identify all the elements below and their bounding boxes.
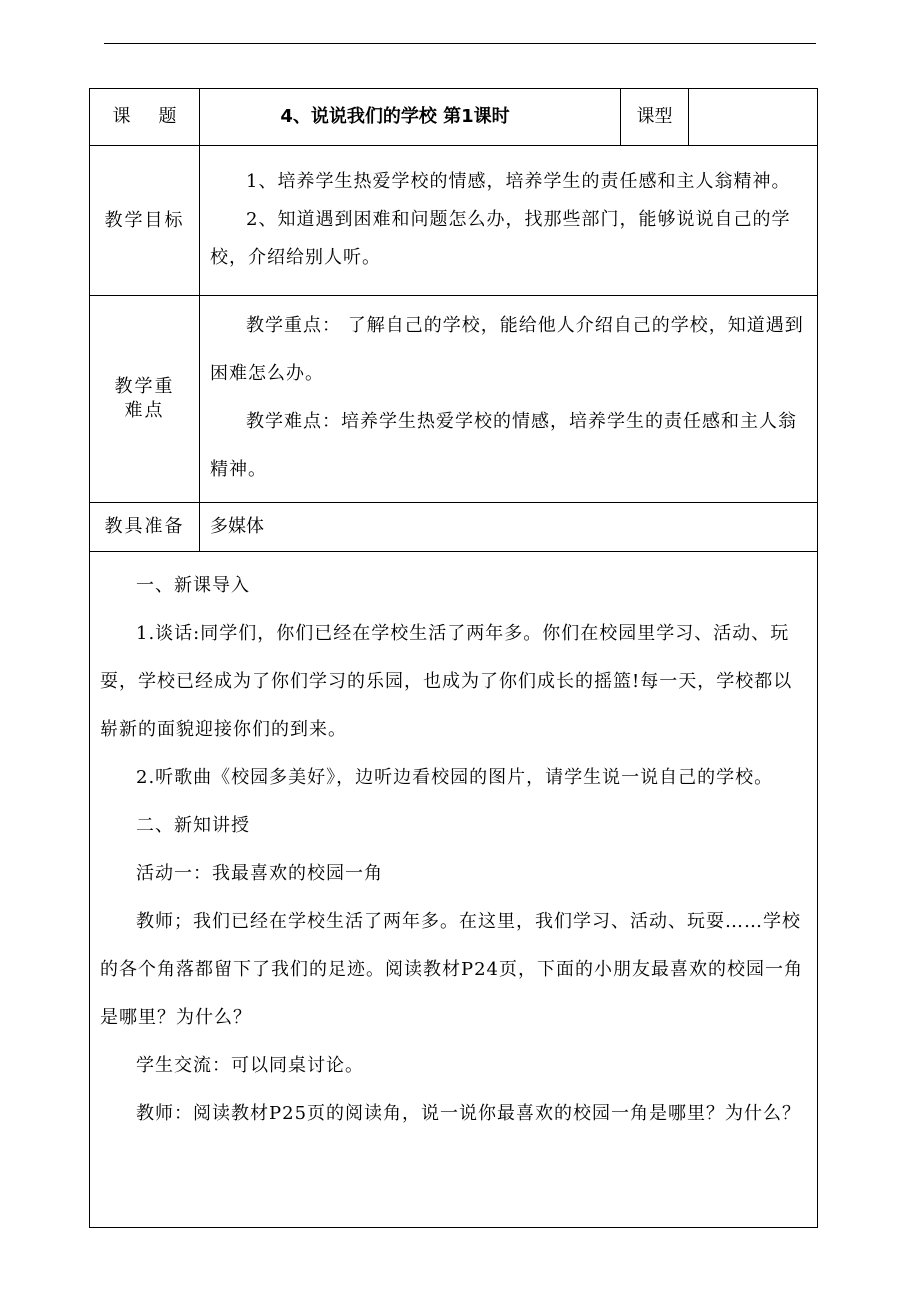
teaching-process [90,552,818,1228]
process-paragraph: 活动一：我最喜欢的校园一角 [136,863,383,884]
process-paragraph: 教师；我们已经在学校生活了两年多。在这里，我们学习、活动、玩耍……学校的各个角落都留下了我们的足迹。阅读教材P24页，下面的小朋友最喜欢的校园一角是哪里？为什么？ [100,911,804,1028]
teaching-emphasis: 教学重点： 了解自己的学校，能给他人介绍自己的学校，知道遇到困难怎么办。 [210,315,804,384]
key-points-label-line2: 难点 [124,400,165,421]
process-paragraph: 一、新课导入 [136,575,250,596]
lesson-title: 4、说说我们的学校 第1课时 [200,89,621,146]
objectives-label: 教学目标 [90,146,200,296]
materials-label: 教具准备 [90,503,200,552]
course-label: 课 题 [90,89,200,146]
header-rule [104,43,816,44]
title-row [90,89,818,146]
process-paragraph: 二、新知讲授 [136,815,250,836]
objective-item: 1、培养学生热爱学校的情感，培养学生的责任感和主人翁精神。 [246,170,791,192]
materials-row [90,503,818,552]
materials-value: 多媒体 [200,503,818,552]
lesson-plan-table [89,88,818,1228]
process-paragraph: 学生交流：可以同桌讨论。 [136,1055,364,1076]
type-value [689,89,818,146]
process-paragraph: 教师：阅读教材P25页的阅读角，说一说你最喜欢的校园一角是哪里？为什么？ [136,1103,802,1124]
objectives-content [200,146,818,296]
objectives-row [90,146,818,296]
type-label: 课型 [621,89,689,146]
objective-item: 2、知道遇到困难和问题怎么办，找那些部门，能够说说自己的学校，介绍给别人听。 [210,208,791,268]
process-row [90,552,818,1228]
key-points-label [90,296,200,503]
key-points-row [90,296,818,503]
process-paragraph: 2.听歌曲《校园多美好》，边听边看校园的图片，请学生说一说自己的学校。 [136,767,774,788]
process-paragraph: 1.谈话:同学们，你们已经在学校生活了两年多。你们在校园里学习、活动、玩耍，学校已经成为了你们学习的乐园，也成为了你们成长的摇篮!每一天，学校都以崭新的面貌迎接你们的到来。 [100,623,793,740]
key-points-content [200,296,818,503]
teaching-difficulty: 教学难点：培养学生热爱学校的情感，培养学生的责任感和主人翁精神。 [210,411,797,480]
key-points-label-line1: 教学重 [114,376,175,397]
